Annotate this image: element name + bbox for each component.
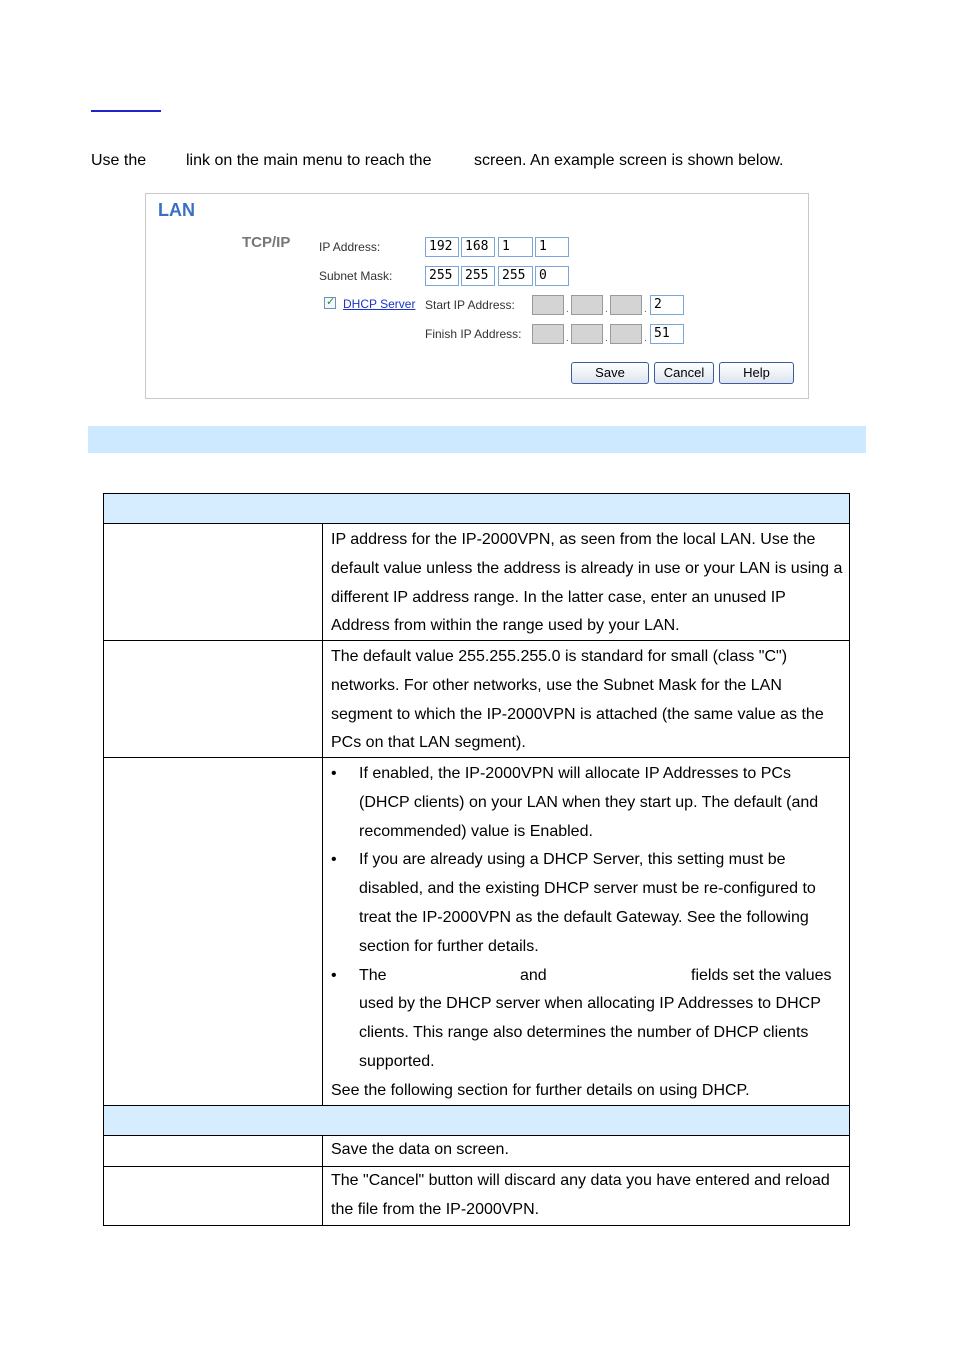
field-name-cell — [104, 641, 323, 757]
section-heading-bar — [88, 426, 866, 453]
ip-octet-4[interactable]: 1 — [535, 237, 569, 257]
finish-ip-octet-1 — [532, 324, 564, 344]
ip-address-description: IP address for the IP-2000VPN, as seen from the local LAN. Use the default value unless the address is already in use or your LAN is using a different IP address range. In the latter case, enter an unused IP Address from within the range used by your LAN. — [331, 531, 843, 635]
intro-part-3: screen. An example screen is shown below. — [474, 152, 784, 169]
table-row-save — [104, 1135, 849, 1166]
intro-part-2: link on the main menu to reach the — [186, 152, 432, 169]
dhcp-server-checkbox[interactable] — [324, 297, 336, 309]
start-ip-octet-1 — [532, 295, 564, 315]
dhcp-server-description — [323, 758, 849, 1105]
mask-octet-3[interactable]: 255 — [498, 266, 533, 286]
mask-octet-2[interactable]: 255 — [461, 266, 495, 286]
help-button[interactable]: Help — [719, 362, 794, 384]
subnet-mask-description: The default value 255.255.255.0 is standard for small (class "C") networks. For other networks, use the Subnet Mask for the LAN segment to which the IP-2000VPN is attached (the same value as the PCs on that LAN segment). — [331, 648, 824, 752]
dhcp-server-link[interactable]: DHCP Server — [343, 297, 416, 311]
cancel-description: The "Cancel" button will discard any data you have entered and reload the file from the IP-2000VPN. — [331, 1172, 830, 1218]
dhcp-footer-note: See the following section for further details on using DHCP. — [331, 1081, 750, 1099]
field-name-cell — [104, 758, 323, 1105]
mask-octet-4[interactable]: 0 — [535, 266, 569, 286]
start-ip-octet-2 — [571, 295, 603, 315]
dhcp-bullet-range — [331, 962, 843, 1077]
mask-octet-1[interactable]: 255 — [425, 266, 459, 286]
lan-screen-example: LAN TCP/IP IP Address: 192 168 1 1 Subnet Mask: 255 255 255 0 ✓ DHCP Server Start IP Address: . . . 2 Finish IP Address: . . . 51 Save Cancel Help — [145, 193, 809, 399]
range-fields: fields set the values — [691, 966, 832, 984]
field-name-cell — [104, 1167, 323, 1225]
range-and: and — [520, 966, 547, 984]
ip-octet-3[interactable]: 1 — [498, 237, 533, 257]
intro-text — [91, 150, 811, 172]
table-row-dhcp-server — [104, 757, 849, 1105]
finish-ip-label: Finish IP Address: — [425, 327, 522, 341]
field-name-cell — [104, 1136, 323, 1166]
dhcp-bullet-enabled: • If enabled, the IP-2000VPN will allocate IP Addresses to PCs (DHCP clients) on your LAN when they start up. The default (and recommended) value is Enabled. — [331, 760, 843, 846]
finish-ip-octet-3 — [610, 324, 642, 344]
range-bullet-rest: used by the DHCP server when allocating IP Addresses to DHCP clients. This range also determines the number of DHCP clients supported. — [359, 995, 821, 1070]
table-row-cancel — [104, 1166, 849, 1225]
heading-link-underline — [91, 110, 161, 112]
start-ip-label: Start IP Address: — [425, 298, 515, 312]
dhcp-bullet-existing: • If you are already using a DHCP Server, this setting must be disabled, and the existing DHCP server must be re-configured to treat the IP-2000VPN as the default Gateway. See the following section for further details. — [331, 846, 843, 961]
finish-ip-octet-2 — [571, 324, 603, 344]
ip-octet-2[interactable]: 168 — [461, 237, 495, 257]
subnet-mask-label: Subnet Mask: — [319, 269, 393, 283]
tcpip-heading: TCP/IP — [242, 234, 291, 251]
table-group-header — [104, 1105, 849, 1135]
table-row-ip-address — [104, 523, 849, 640]
intro-part-1: Use the — [91, 152, 147, 169]
table-group-header — [104, 494, 849, 523]
checkmark-icon: ✓ — [326, 296, 336, 308]
ip-address-label: IP Address: — [319, 240, 381, 254]
range-the: • The — [359, 966, 387, 984]
save-button[interactable]: Save — [571, 362, 649, 384]
ip-octet-1[interactable]: 192 — [425, 237, 459, 257]
field-name-cell — [104, 524, 323, 640]
start-ip-octet-3 — [610, 295, 642, 315]
finish-ip-octet-4[interactable]: 51 — [650, 324, 684, 344]
range-bullet-first-line — [359, 962, 843, 991]
save-description: Save the data on screen. — [331, 1141, 509, 1158]
field-description-table — [103, 493, 850, 1226]
table-row-subnet-mask — [104, 640, 849, 757]
lan-title: LAN — [158, 200, 195, 220]
cancel-button[interactable]: Cancel — [654, 362, 714, 384]
start-ip-octet-4[interactable]: 2 — [650, 295, 684, 315]
